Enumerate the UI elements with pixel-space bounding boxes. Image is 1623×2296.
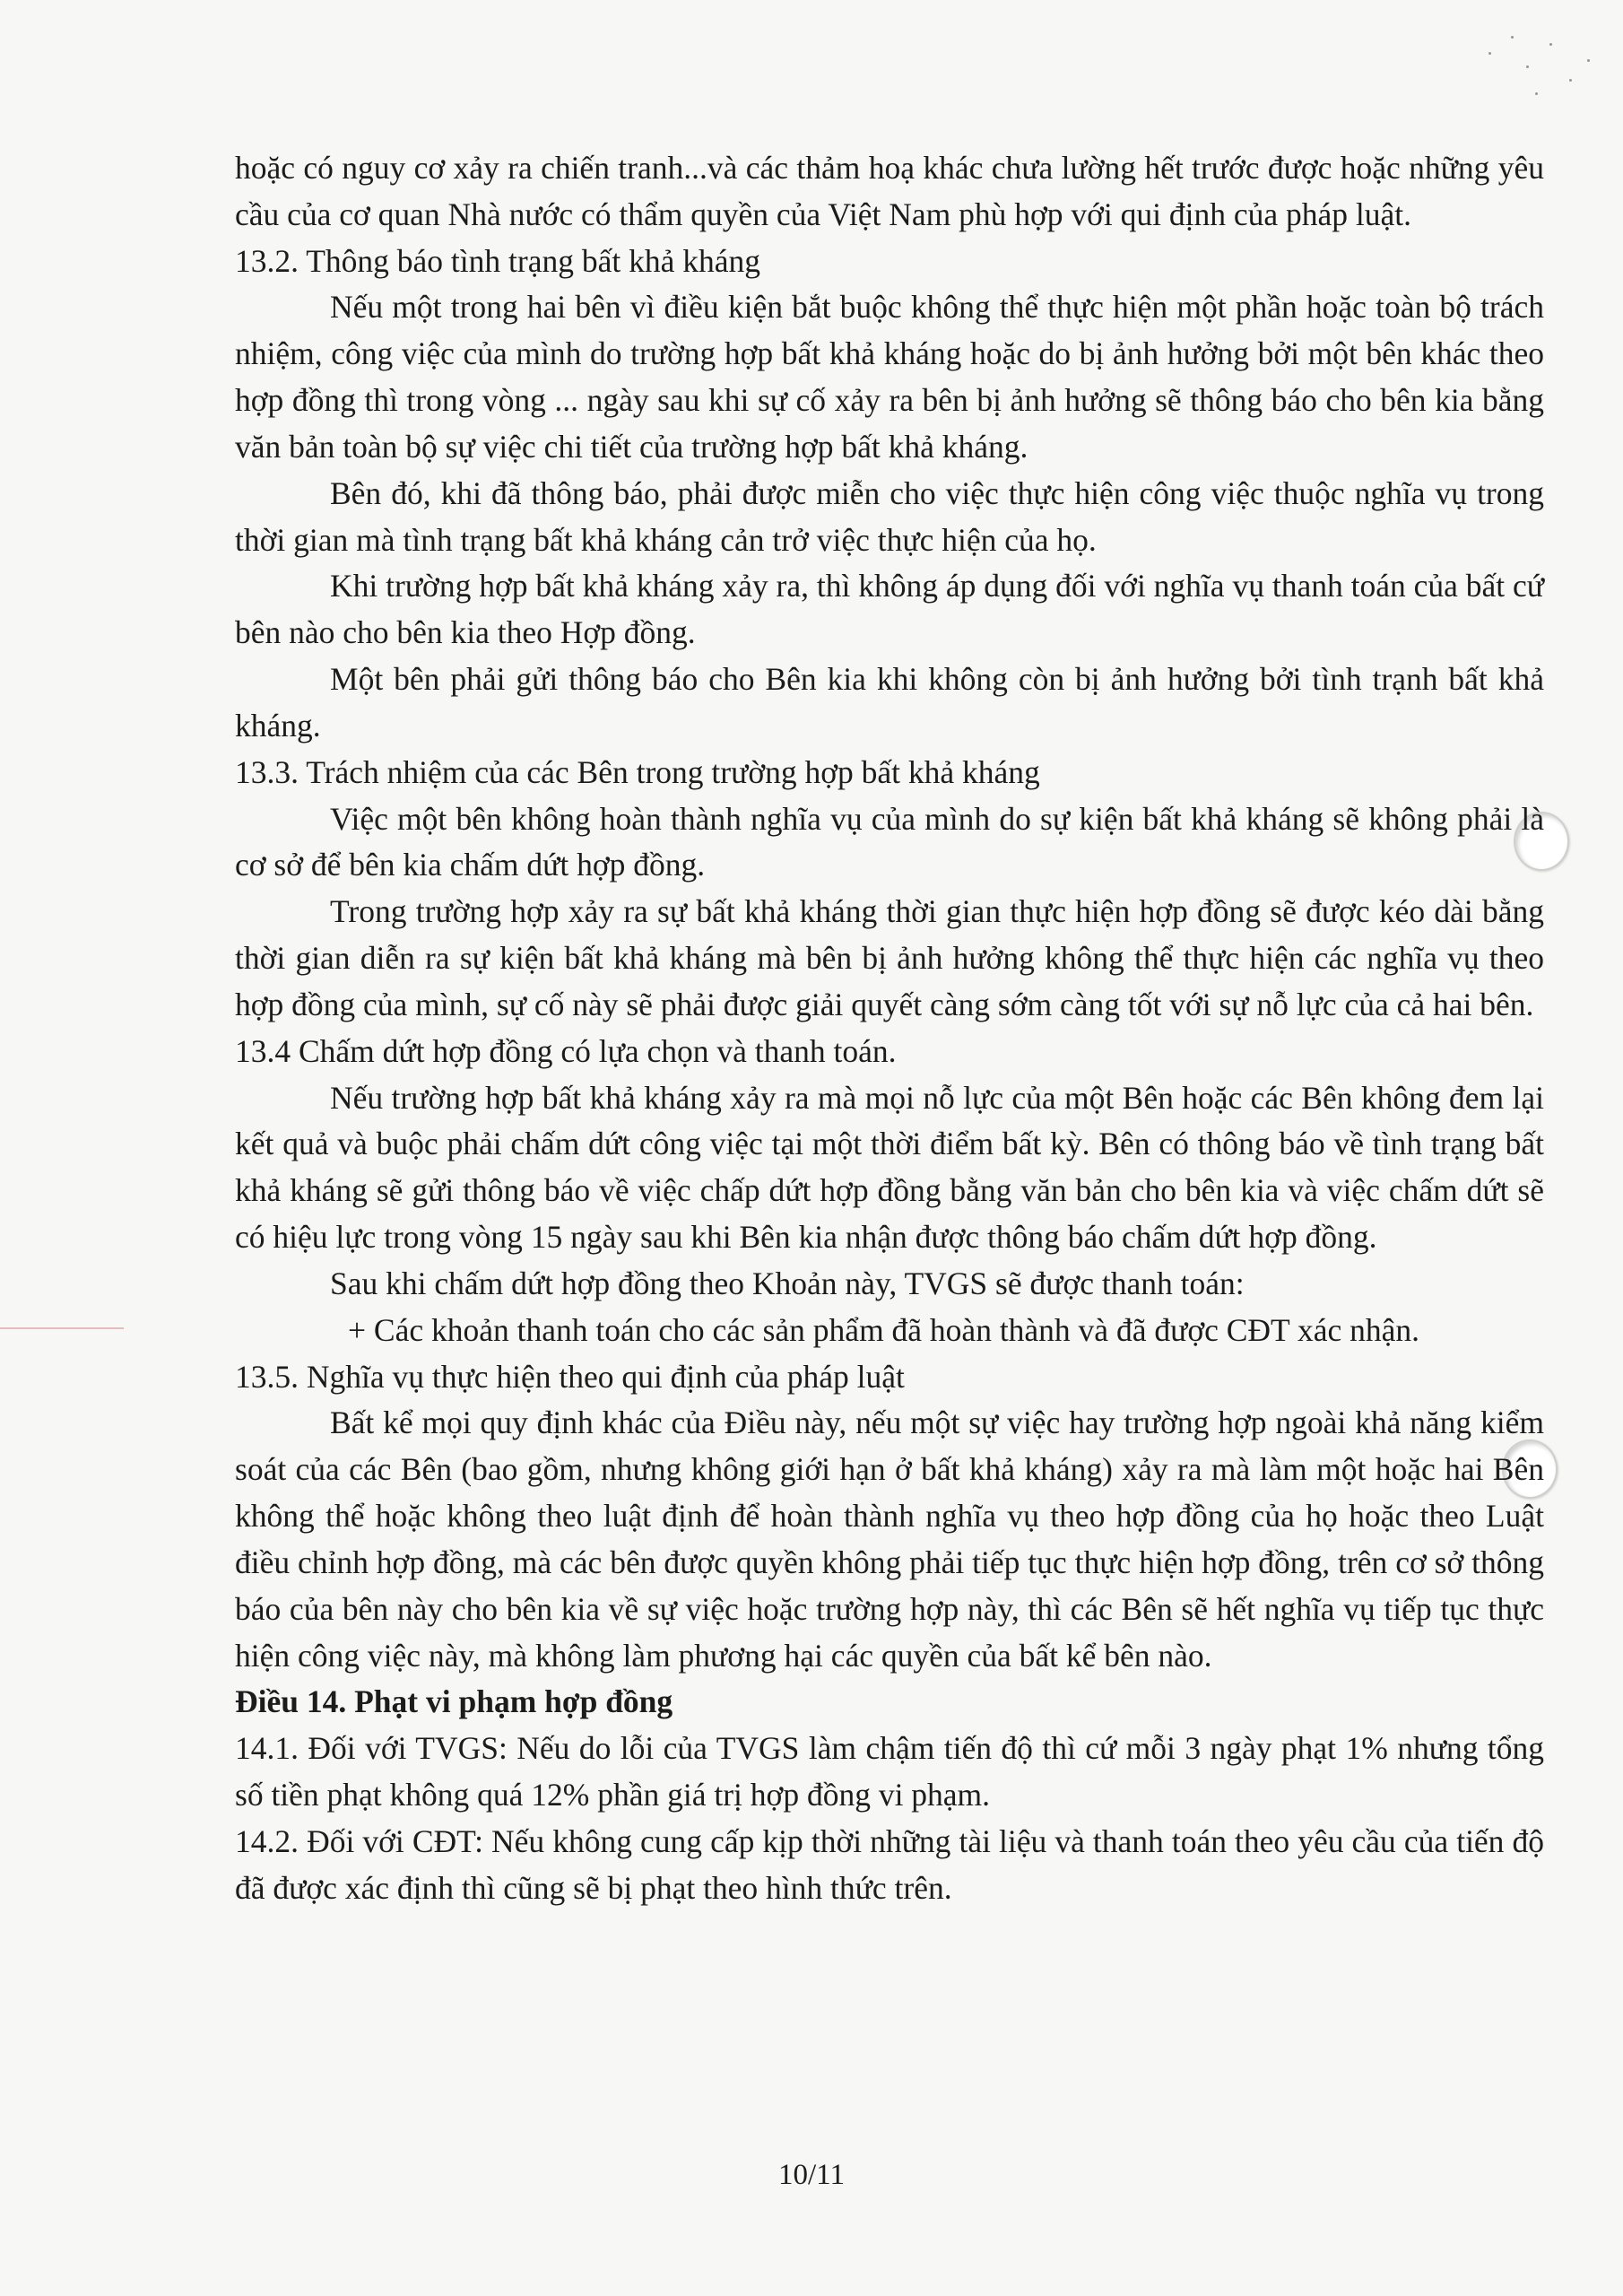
clause-14-1: 14.1. Đối với TVGS: Nếu do lỗi của TVGS làm chậm tiến độ thì cứ mỗi 3 ngày phạt 1% nhưng tổng số tiền phạt không quá 12% phần giá trị hợp đồng vi phạm.: [235, 1730, 1544, 1813]
clause-14-2: 14.2. Đối với CĐT: Nếu không cung cấp kịp thời những tài liệu và thanh toán theo yêu cầu của tiến độ đã được xác định thì cũng sẽ bị phạt theo hình thức trên.: [235, 1822, 1544, 1906]
paragraph: Trong trường hợp xảy ra sự bất khả kháng thời gian thực hiện hợp đồng sẽ được kéo dài bằng thời gian diễn ra sự kiện bất khả kháng mà bên bị ảnh hưởng không thể thực hiện các nghĩa vụ theo hợp đồng của mình, sự cố này sẽ phải được giải quyết càng sớm càng tốt với sự nỗ lực của cả hai bên.: [235, 893, 1544, 1022]
paragraph: Bên đó, khi đã thông báo, phải được miễn cho việc thực hiện công việc thuộc nghĩa vụ trong thời gian mà tình trạng bất khả kháng cản trở việc thực hiện của họ.: [235, 474, 1544, 558]
section-heading-13-5: 13.5. Nghĩa vụ thực hiện theo qui định của pháp luật: [235, 1358, 905, 1395]
margin-mark: [0, 1327, 124, 1329]
paragraph: Bất kể mọi quy định khác của Điều này, nếu một sự việc hay trường hợp ngoài khả năng kiểm soát của các Bên (bao gồm, nhưng không giới hạn ở bất khả kháng) xảy ra mà làm một hoặc hai Bên không thể hoặc không theo luật định để hoàn thành nghĩa vụ theo hợp đồng của họ hoặc theo Luật điều chỉnh hợp đồng, mà các bên được quyền không phải tiếp tục thực hiện hợp đồng, trên cơ sở thông báo của bên này cho bên kia về sự việc hoặc trường hợp này, thì các Bên sẽ hết nghĩa vụ tiếp tục thực hiện công việc này, mà không làm phương hại các quyền của bất kể bên nào.: [235, 1405, 1544, 1674]
section-heading-13-4: 13.4 Chấm dứt hợp đồng có lựa chọn và thanh toán.: [235, 1032, 897, 1069]
document-body: [235, 145, 1544, 1911]
paragraph-continuation: hoặc có nguy cơ xảy ra chiến tranh...và các thảm hoạ khác chưa lường hết trước được hoặc những yêu cầu của cơ quan Nhà nước có thẩm quyền của Việt Nam phù hợp với qui định của pháp luật.: [235, 150, 1544, 232]
scan-specks: [1471, 16, 1605, 115]
page-number: 10/11: [778, 2159, 845, 2191]
paragraph: Nếu một trong hai bên vì điều kiện bắt buộc không thể thực hiện một phần hoặc toàn bộ trách nhiệm, công việc của mình do trường hợp bất khả kháng hoặc do bị ảnh hưởng bởi một bên khác theo hợp đồng thì trong vòng ... ngày sau khi sự cố xảy ra bên bị ảnh hưởng sẽ thông báo cho bên kia bằng văn bản toàn bộ sự việc chi tiết của trường hợp bất khả kháng.: [235, 289, 1544, 465]
paragraph: Việc một bên không hoàn thành nghĩa vụ của mình do sự kiện bất khả kháng sẽ không phải là cơ sở để bên kia chấm dứt hợp đồng.: [235, 800, 1544, 883]
paragraph: Nếu trường hợp bất khả kháng xảy ra mà mọi nỗ lực của một Bên hoặc các Bên không đem lại kết quả và buộc phải chấm dứt công việc tại một thời điểm bất kỳ. Bên có thông báo về tình trạng bất khả kháng sẽ gửi thông báo về việc chấp dứt hợp đồng bằng văn bản cho bên kia và việc chấm dứt sẽ có hiệu lực trong vòng 15 ngày sau khi Bên kia nhận được thông báo chấm dứt hợp đồng.: [235, 1079, 1544, 1256]
paragraph: Một bên phải gửi thông báo cho Bên kia khi không còn bị ảnh hưởng bởi tình trạnh bất khả kháng.: [235, 661, 1544, 744]
section-heading-13-2: 13.2. Thông báo tình trạng bất khả kháng: [235, 242, 760, 279]
bullet-item: + Các khoản thanh toán cho các sản phẩm đã hoàn thành và đã được CĐT xác nhận.: [348, 1311, 1419, 1348]
article-heading-14: Điều 14. Phạt vi phạm hợp đồng: [235, 1683, 673, 1720]
section-heading-13-3: 13.3. Trách nhiệm của các Bên trong trường hợp bất khả kháng: [235, 753, 1040, 790]
paragraph: Khi trường hợp bất khả kháng xảy ra, thì không áp dụng đối với nghĩa vụ thanh toán của bất cứ bên nào cho bên kia theo Hợp đồng.: [235, 568, 1544, 651]
paragraph: Sau khi chấm dứt hợp đồng theo Khoản này, TVGS sẽ được thanh toán:: [330, 1265, 1245, 1301]
